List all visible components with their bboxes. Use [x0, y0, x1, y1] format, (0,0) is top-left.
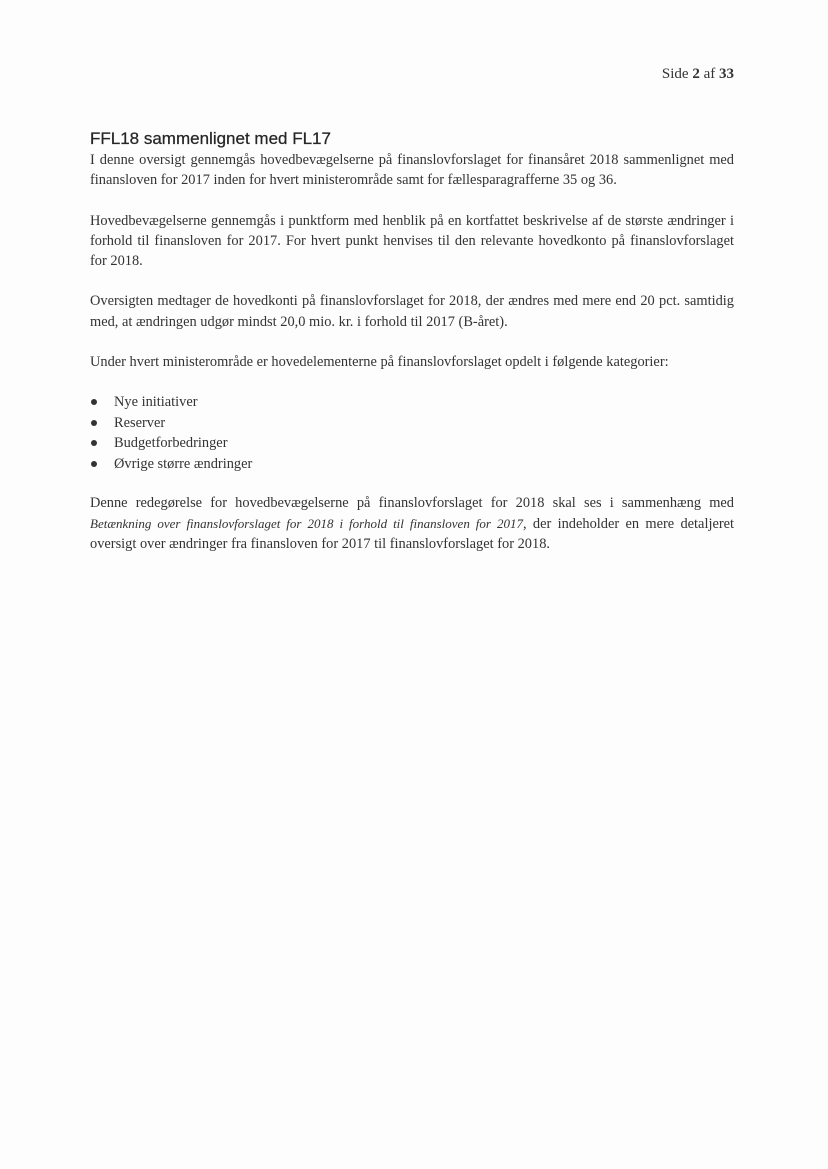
- category-list: [90, 392, 734, 474]
- document-body: [90, 128, 734, 574]
- closing-text-after: , der indeholder en mere detaljeret oversigt over ændringer fra finansloven for 2017 til finanslovforslaget for 2018.: [90, 515, 735, 552]
- category-label: Nye initiativer: [114, 394, 198, 411]
- section-heading: FFL18 sammenlignet med FL17: [90, 129, 331, 148]
- list-item: [90, 413, 734, 434]
- closing-reference-title: Betænkning over finanslovforslaget for 2018 i forhold til finansloven for 2017: [90, 515, 523, 531]
- category-label: Øvrige større ændringer: [114, 455, 253, 472]
- bullet-icon: [91, 461, 97, 467]
- bullet-icon: [91, 440, 97, 446]
- paragraph-intro: I denne oversigt gennemgås hovedbevægelserne på finanslovforslaget for finansåret 2018 sammenlignet med finansloven for 2017 inden for hvert ministerområde samt for fællesparagrafferne 35 og 36.: [90, 152, 734, 189]
- list-item: [90, 454, 734, 475]
- paragraph-closing: [90, 493, 734, 554]
- page-total: 33: [719, 66, 734, 82]
- category-label: Reserver: [114, 414, 166, 431]
- paragraph-method: Hovedbevægelserne gennemgås i punktform med henblik på en kortfattet beskrivelse af de største ændringer i forhold til finansloven for 2017. For hvert punkt henvises til den relevante hovedkonto på finanslovforslaget for 2018.: [90, 212, 734, 270]
- page-number: 2: [692, 66, 700, 82]
- list-item: [90, 392, 734, 413]
- list-item: [90, 433, 734, 454]
- page-of: af: [703, 66, 716, 82]
- bullet-icon: [91, 399, 97, 405]
- page-number-header: [662, 66, 734, 83]
- closing-text-before: Denne redegørelse for hovedbevægelserne på finanslovforslaget for 2018 skal ses i sammenhæng med: [90, 495, 734, 512]
- category-label: Budgetforbedringer: [114, 435, 228, 452]
- paragraph-categories-intro: Under hvert ministerområde er hovedelementerne på finanslovforslaget opdelt i følgende kategorier:: [90, 354, 669, 371]
- paragraph-scope: Oversigten medtager de hovedkonti på finanslovforslaget for 2018, der ændres med mere end 20 pct. samtidig med, at ændringen udgør mindst 20,0 mio. kr. i forhold til 2017 (B-året).: [90, 293, 734, 330]
- page-prefix: Side: [661, 66, 689, 82]
- bullet-icon: [91, 420, 97, 426]
